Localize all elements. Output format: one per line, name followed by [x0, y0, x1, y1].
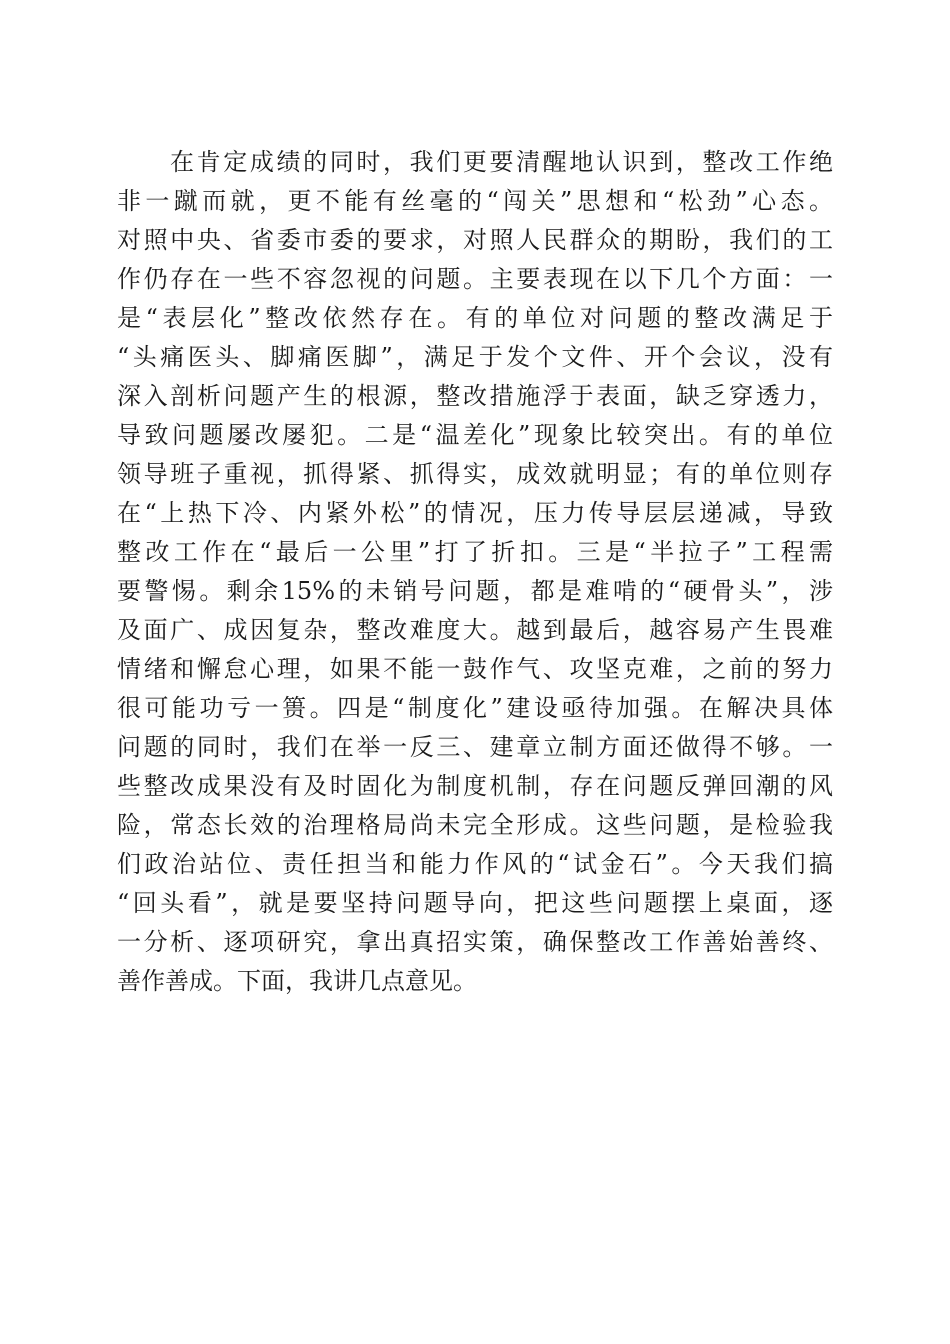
paragraph-line: 深入剖析问题产生的根源，整改措施浮于表面，缺乏穿透力，: [117, 382, 833, 410]
paragraph-line-last: 善作善成。下面，我讲几点意见。: [117, 967, 477, 995]
paragraph-line: 问题的同时，我们在举一反三、建章立制方面还做得不够。一: [117, 733, 833, 761]
paragraph-line: 在肯定成绩的同时，我们更要清醒地认识到，整改工作绝: [170, 148, 833, 176]
paragraph-line: 非一蹴而就，更不能有丝毫的“闯关”思想和“松劲”心态。: [117, 187, 833, 215]
paragraph-line: 险，常态长效的治理格局尚未完全形成。这些问题，是检验我: [117, 811, 833, 839]
paragraph-line: 作仍存在一些不容忽视的问题。主要表现在以下几个方面：一: [117, 265, 833, 293]
paragraph-line: “回头看”，就是要坚持问题导向，把这些问题摆上桌面，逐: [117, 889, 833, 917]
paragraph-line: 很可能功亏一篑。四是“制度化”建设亟待加强。在解决具体: [117, 694, 833, 722]
paragraph-line: 整改工作在“最后一公里”打了折扣。三是“半拉子”工程需: [117, 538, 833, 566]
paragraph-line: 情绪和懈怠心理，如果不能一鼓作气、攻坚克难，之前的努力: [117, 655, 833, 683]
paragraph-line: 在“上热下冷、内紧外松”的情况，压力传导层层递减，导致: [117, 499, 833, 527]
paragraph-line: “头痛医头、脚痛医脚”，满足于发个文件、开个会议，没有: [117, 343, 833, 371]
paragraph-line: 要警惕。剩余15%的未销号问题，都是难啃的“硬骨头”，涉: [117, 577, 833, 605]
paragraph-line: 导致问题屡改屡犯。二是“温差化”现象比较突出。有的单位: [117, 421, 833, 449]
paragraph-line: 些整改成果没有及时固化为制度机制，存在问题反弹回潮的风: [117, 772, 833, 800]
paragraph-line: 们政治站位、责任担当和能力作风的“试金石”。今天我们搞: [117, 850, 833, 878]
paragraph-line: 一分析、逐项研究，拿出真招实策，确保整改工作善始善终、: [117, 928, 833, 956]
paragraph-line: 是“表层化”整改依然存在。有的单位对问题的整改满足于: [117, 304, 833, 332]
paragraph-line: 领导班子重视，抓得紧、抓得实，成效就明显；有的单位则存: [117, 460, 833, 488]
paragraph-line: 对照中央、省委市委的要求，对照人民群众的期盼，我们的工: [117, 226, 833, 254]
paragraph-line: 及面广、成因复杂，整改难度大。越到最后，越容易产生畏难: [117, 616, 833, 644]
